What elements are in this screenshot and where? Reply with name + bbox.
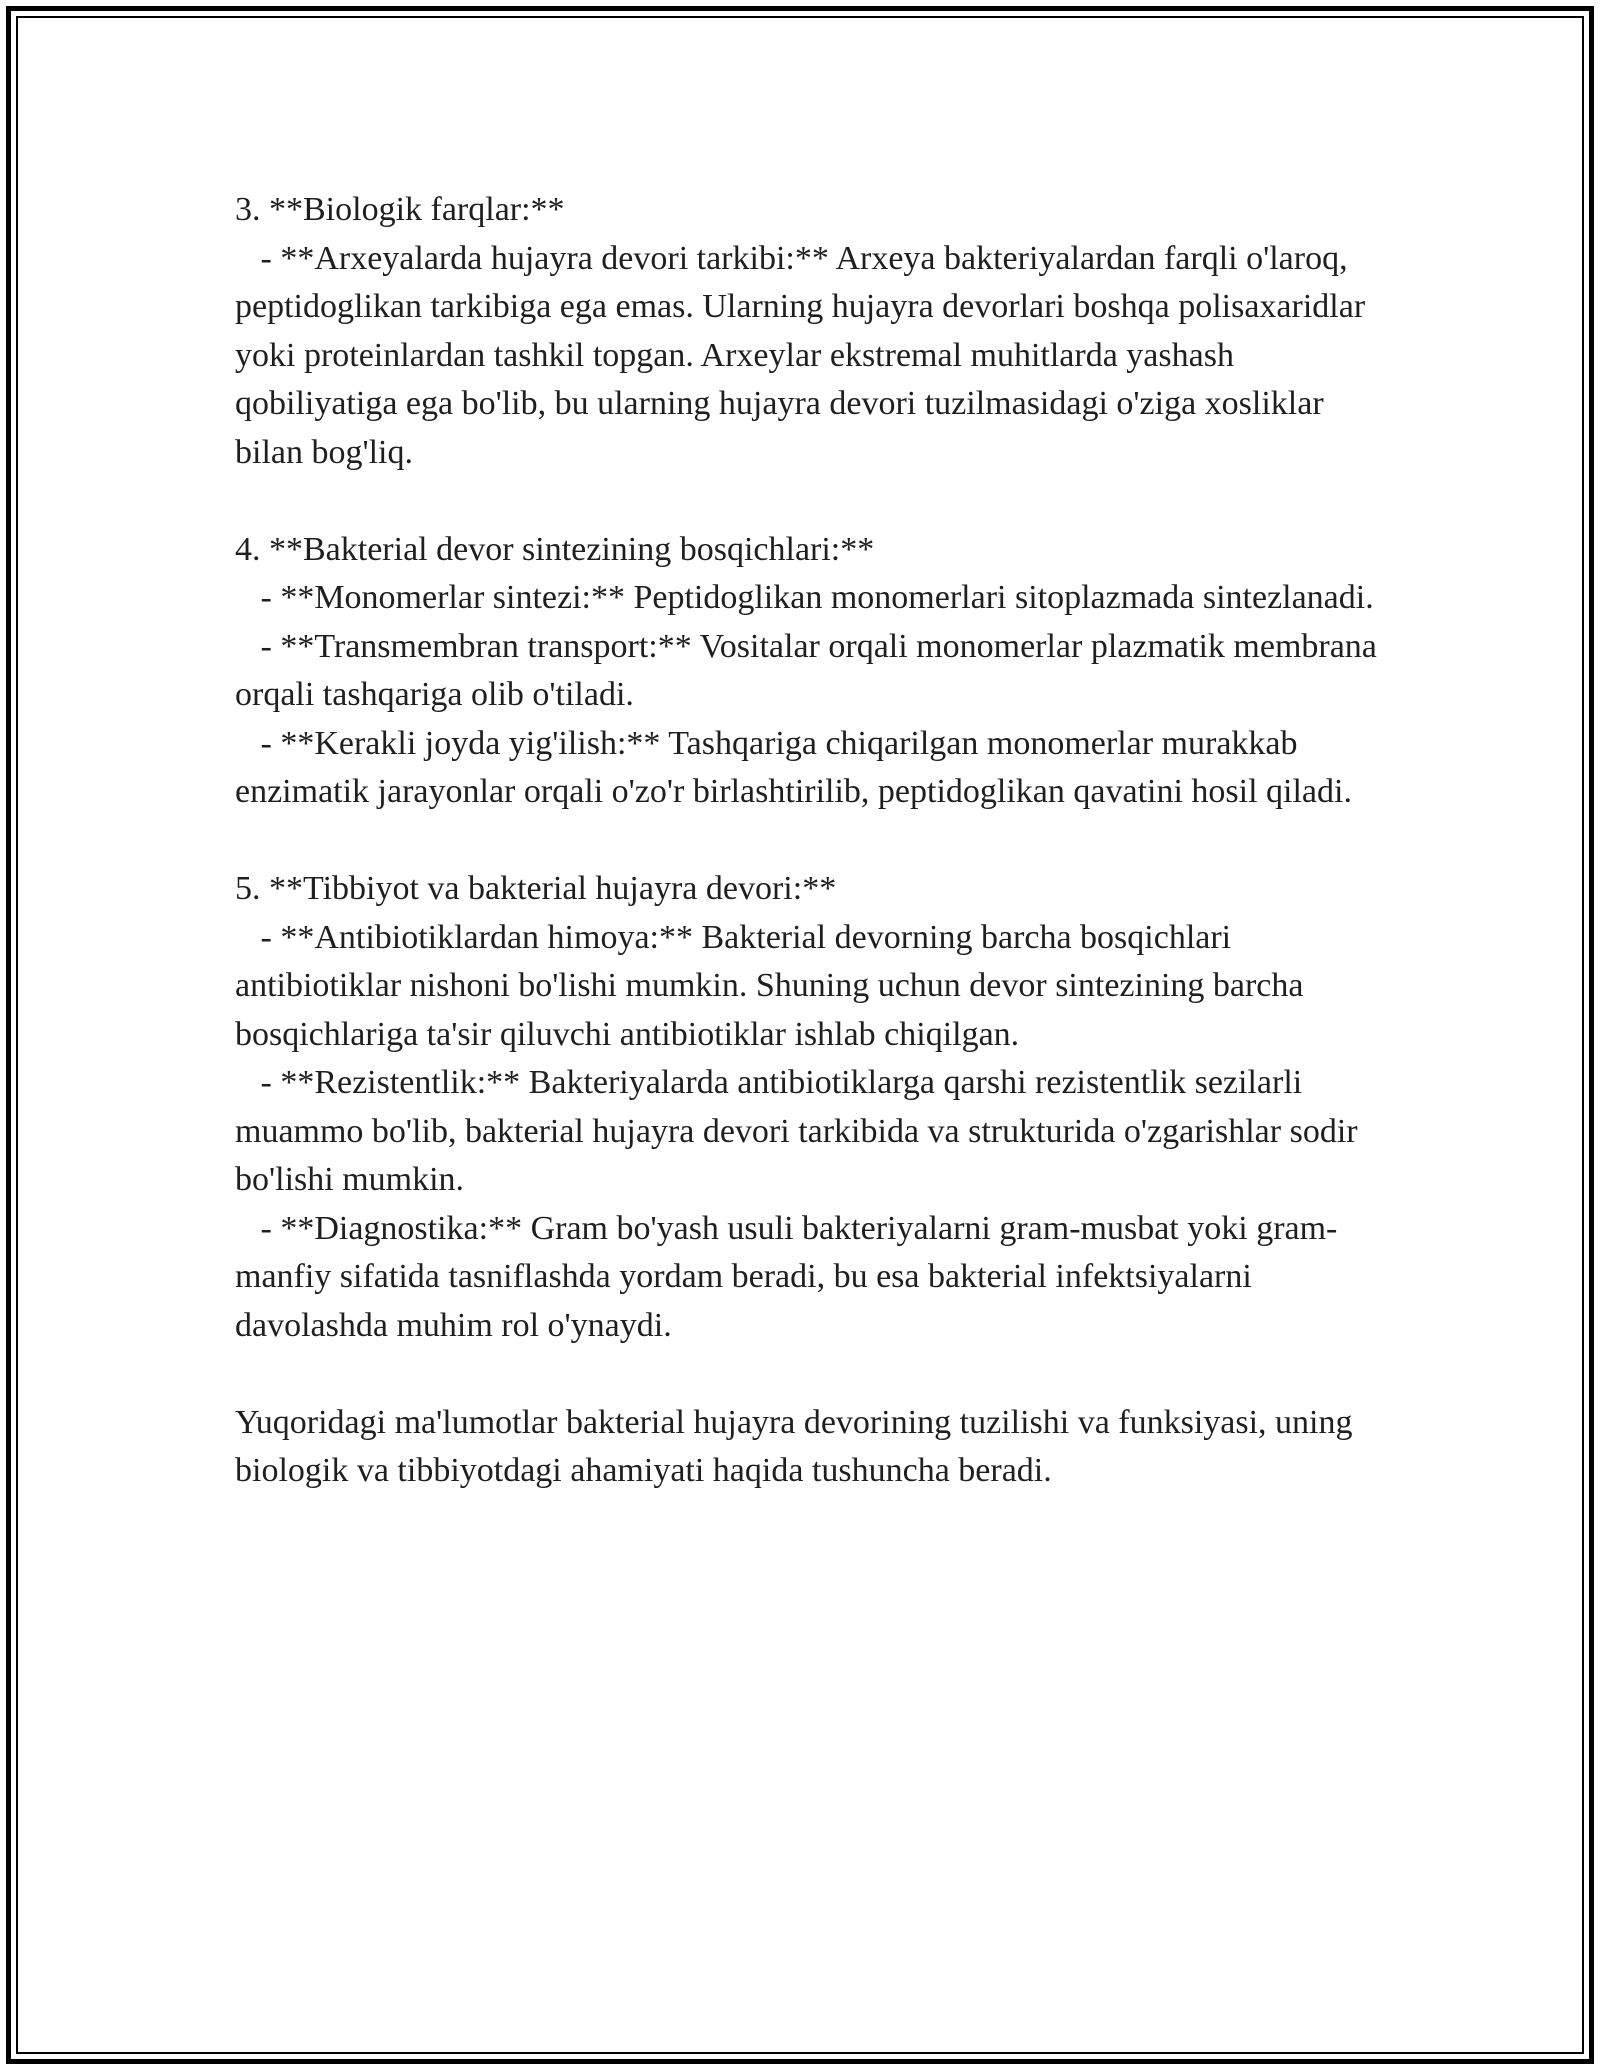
list-item: - **Transmembran transport:** Vositalar orqali monomerlar plazmatik membrana orqali tashqariga olib o'tiladi. [235, 627, 1386, 713]
section-devor-sintezi [235, 526, 1395, 817]
list-item: - **Monomerlar sintezi:** Peptidoglikan monomerlari sitoplazmada sintezlanadi. [235, 579, 1374, 616]
list-item: - **Arxeyalarda hujayra devori tarkibi:** Arxeya bakteriyalardan farqli o'laroq, peptidoglikan tarkibiga ega emas. Ularning hujayra devorlari boshqa polisaxaridlar yoki proteinlardan tashkil topgan. Arxeylar ekstremal muhitlarda yashash qobiliyatiga ega bo'lib, bu ularning hujayra devori tuzilmasidagi o'ziga xosliklar bilan bog'liq. [235, 239, 1374, 471]
section-tibbiyot [235, 865, 1395, 1350]
section-heading: 3. **Biologik farqlar:** [235, 191, 565, 228]
list-item: - **Kerakli joyda yig'ilish:** Tashqariga chiqarilgan monomerlar murakkab enzimatik jarayonlar orqali o'zo'r birlashtirilib, peptidoglikan qavatini hosil qiladi. [235, 724, 1352, 810]
list-item: - **Diagnostika:** Gram bo'yash usuli bakteriyalarni gram-musbat yoki gram-manfiy sifatida tasniflashda yordam beradi, bu esa bakterial infektsiyalarni davolashda muhim rol o'ynaydi. [235, 1209, 1338, 1344]
section-heading: 5. **Tibbiyot va bakterial hujayra devori:** [235, 870, 837, 907]
section-conclusion [235, 1399, 1395, 1496]
document-body [235, 186, 1395, 1496]
list-item: - **Antibiotiklardan himoya:** Bakterial devorning barcha bosqichlari antibiotiklar nishoni bo'lishi mumkin. Shuning uchun devor sintezining barcha bosqichlariga ta'sir qiluvchi antibiotiklar ishlab chiqilgan. [235, 918, 1312, 1053]
list-item: - **Rezistentlik:** Bakteriyalarda antibiotiklarga qarshi rezistentlik sezilarli muammo bo'lib, bakterial hujayra devori tarkibida va strukturida o'zgarishlar sodir bo'lishi mumkin. [235, 1064, 1367, 1198]
conclusion-paragraph: Yuqoridagi ma'lumotlar bakterial hujayra devorining tuzilishi va funksiyasi, uning biologik va tibbiyotdagi ahamiyati haqida tushuncha beradi. [235, 1403, 1362, 1489]
section-biologik-farqlar [235, 186, 1395, 477]
section-heading: 4. **Bakterial devor sintezining bosqichlari:** [235, 530, 875, 568]
